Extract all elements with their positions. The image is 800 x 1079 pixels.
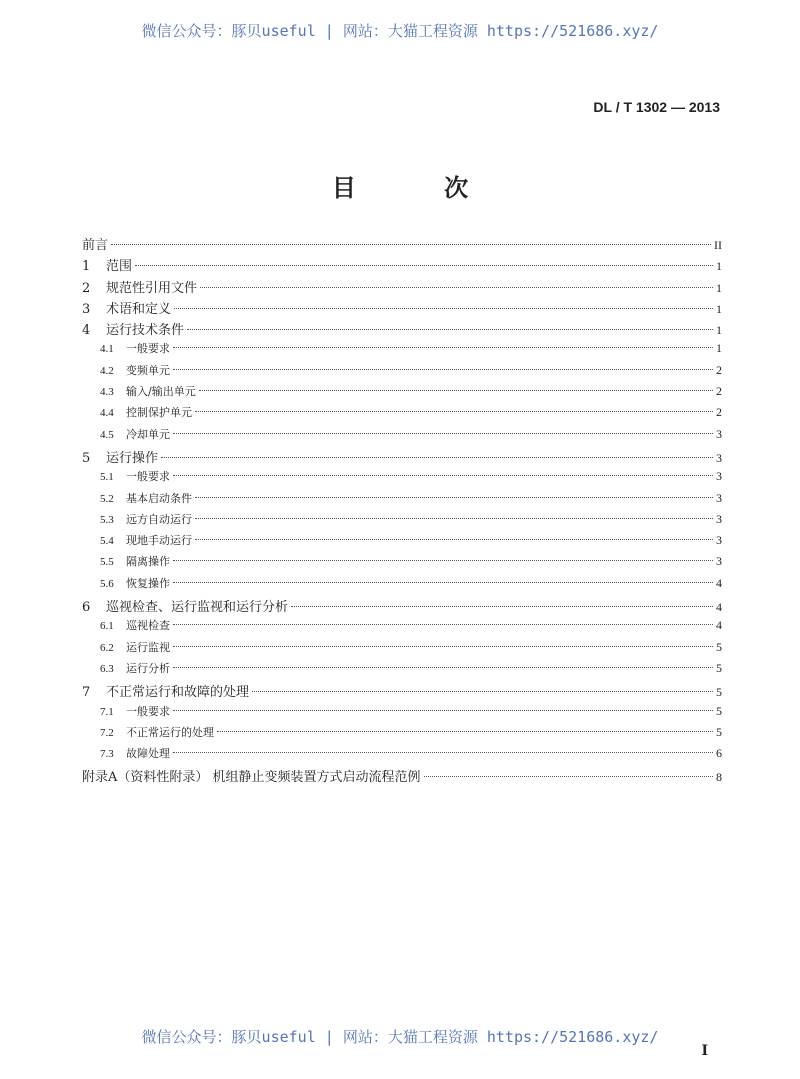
toc-leader-dots: [173, 646, 713, 647]
toc-entry-label: 恢复操作: [126, 576, 170, 590]
toc-entry-number: 4.2: [100, 364, 114, 377]
toc-entry-page: 1: [716, 301, 722, 316]
toc-leader-dots: [252, 691, 713, 692]
toc-entry-label: 前言: [82, 238, 109, 253]
toc-leader-dots: [200, 287, 713, 288]
toc-entry-page: 6: [716, 746, 722, 761]
toc-entry-number: 4.5: [100, 428, 114, 441]
toc-leader-dots: [195, 411, 713, 412]
toc-entry-page: 2: [716, 384, 722, 399]
toc-entry-label: 现地手动运行: [126, 534, 192, 548]
toc-entry-page: 3: [716, 490, 722, 505]
toc-leader-dots: [173, 560, 713, 561]
toc-entry[interactable]: [82, 745, 722, 766]
toc-entry[interactable]: [82, 596, 722, 617]
toc-entry-page: II: [714, 238, 722, 252]
toc-entry-label: 故障处理: [126, 747, 170, 761]
toc-leader-dots: [187, 329, 713, 330]
toc-leader-dots: [195, 497, 713, 498]
toc-entry[interactable]: [82, 681, 722, 702]
toc-entry-number: 6.1: [100, 620, 114, 633]
toc-entry[interactable]: [82, 617, 722, 638]
toc-leader-dots: [173, 752, 713, 753]
toc-entry-number: 4: [82, 323, 91, 339]
toc-leader-dots: [173, 624, 713, 625]
toc-entry-number: 7.3: [100, 748, 114, 761]
toc-entry-number: 1: [82, 259, 91, 275]
toc-entry-number: 4.3: [100, 386, 114, 399]
toc-entry-page: 5: [716, 660, 722, 675]
toc-entry-number: 6.3: [100, 662, 114, 675]
toc-leader-dots: [173, 475, 713, 476]
toc-leader-dots: [173, 667, 713, 668]
toc-entry-label: 基本启动条件: [126, 491, 192, 505]
toc-leader-dots: [291, 606, 713, 607]
toc-entry-page: 3: [716, 450, 722, 465]
toc-entry-label: 冷却单元: [126, 427, 170, 441]
toc-entry-number: 7: [82, 685, 91, 701]
toc-entry[interactable]: [82, 766, 722, 787]
toc-leader-dots: [199, 390, 713, 391]
toc-entry-page: 5: [716, 639, 722, 654]
toc-entry-page: 2: [716, 362, 722, 377]
toc-entry-number: 5.4: [100, 535, 114, 548]
toc-entry-number: 3: [82, 301, 91, 317]
toc-entry[interactable]: [82, 383, 722, 404]
toc-entry-number: 5.5: [100, 556, 114, 569]
toc-leader-dots: [195, 518, 713, 519]
toc-leader-dots: [161, 457, 713, 458]
toc-entry-page: 4: [716, 618, 722, 633]
toc-entry-label: 运行操作: [106, 450, 159, 466]
toc-entry-page: 1: [716, 259, 722, 274]
toc-entry[interactable]: [82, 553, 722, 574]
toc-entry[interactable]: [82, 447, 722, 468]
toc-entry-number: 7.2: [100, 726, 114, 739]
toc-entry-number: 4.1: [100, 343, 114, 356]
toc-entry[interactable]: [82, 490, 722, 511]
toc-leader-dots: [174, 308, 713, 309]
toc-entry-label: 术语和定义: [106, 301, 172, 317]
toc-entry-page: 4: [716, 575, 722, 590]
toc-entry-page: 3: [716, 511, 722, 526]
standard-number: DL / T 1302 — 2013: [593, 99, 720, 115]
toc-entry[interactable]: [82, 404, 722, 425]
toc-entry-label: 输入/输出单元: [126, 385, 196, 399]
toc-entry[interactable]: [82, 639, 722, 660]
toc-entry-label: 巡视检查、运行监视和运行分析: [106, 600, 289, 616]
toc-entry-page: 3: [716, 533, 722, 548]
toc-entry-number: 5.3: [100, 513, 114, 526]
toc-entry-page: 3: [716, 426, 722, 441]
toc-entry-page: 2: [716, 405, 722, 420]
toc-entry[interactable]: [82, 234, 722, 255]
toc-entry-label: 控制保护单元: [126, 406, 192, 420]
toc-entry-label: 运行分析: [126, 661, 170, 675]
toc-entry-label: 巡视检查: [126, 619, 170, 633]
toc-entry-page: 3: [716, 469, 722, 484]
toc-leader-dots: [173, 433, 713, 434]
toc-entry[interactable]: [82, 468, 722, 489]
toc-leader-dots: [111, 244, 711, 245]
toc-entry-page: 1: [716, 341, 722, 356]
toc-leader-dots: [135, 265, 713, 266]
toc-entry-page: 1: [716, 280, 722, 295]
toc-entry-label: 不正常运行和故障的处理: [106, 685, 250, 701]
watermark-top: 微信公众号：豚贝useful | 网站：大猫工程资源 https://521686.xyz/: [141, 22, 659, 40]
toc-entry[interactable]: [82, 575, 722, 596]
toc-entry[interactable]: [82, 511, 722, 532]
toc-leader-dots: [195, 539, 713, 540]
toc-entry-label: 不正常运行的处理: [126, 725, 214, 739]
toc-entry-page: 3: [716, 554, 722, 569]
toc-entry-label: 隔离操作: [126, 555, 170, 569]
toc-entry[interactable]: [82, 703, 722, 724]
toc-entry-label: 范围: [106, 259, 133, 275]
toc-entry-label: 一般要求: [126, 470, 170, 484]
toc-entry-label: 远方自动运行: [126, 512, 192, 526]
toc-entry-page: 1: [716, 323, 722, 338]
toc-entry-number: 5: [82, 450, 91, 466]
toc-entry[interactable]: [82, 319, 722, 340]
toc-entry[interactable]: [82, 660, 722, 681]
toc-entry-page: 5: [716, 685, 722, 700]
toc-entry[interactable]: [82, 532, 722, 553]
toc-entry-label: 运行技术条件: [106, 323, 185, 339]
toc-entry-page: 8: [716, 770, 722, 785]
toc-entry[interactable]: [82, 255, 722, 276]
toc-entry[interactable]: [82, 362, 722, 383]
page-title: 目 次: [331, 173, 509, 202]
toc-entry-page: 5: [716, 724, 722, 739]
toc-entry-number: 6: [82, 600, 91, 616]
toc-entry-number: 5.1: [100, 471, 114, 484]
toc-entry-label: 一般要求: [126, 342, 170, 356]
toc-entry[interactable]: [82, 298, 722, 319]
toc-entry-label: 规范性引用文件: [106, 280, 198, 296]
toc-entry[interactable]: [82, 426, 722, 447]
toc-entry-page: 4: [716, 600, 722, 615]
toc-entry-number: 7.1: [100, 705, 114, 718]
toc-entry-page: 5: [716, 703, 722, 718]
toc-entry-label: 附录A（资料性附录） 机组静止变频装置方式启动流程范例: [82, 770, 421, 786]
toc-entry-number: 2: [82, 280, 91, 296]
toc-leader-dots: [173, 369, 713, 370]
toc-entry-number: 5.2: [100, 492, 114, 505]
toc-entry[interactable]: [82, 277, 722, 298]
toc-leader-dots: [217, 731, 713, 732]
toc-entry[interactable]: [82, 724, 722, 745]
toc-entry-number: 4.4: [100, 407, 114, 420]
toc-entry-label: 一般要求: [126, 704, 170, 718]
toc-leader-dots: [173, 347, 713, 348]
watermark-bottom: 微信公众号：豚贝useful | 网站：大猫工程资源 https://521686.xyz/: [141, 1028, 659, 1046]
page-number: I: [701, 1043, 708, 1059]
table-of-contents: [82, 234, 722, 788]
toc-entry[interactable]: [82, 340, 722, 361]
toc-entry-number: 6.2: [100, 641, 114, 654]
toc-leader-dots: [424, 776, 713, 777]
toc-leader-dots: [173, 710, 713, 711]
toc-leader-dots: [173, 582, 713, 583]
toc-entry-label: 运行监视: [126, 640, 170, 654]
toc-entry-number: 5.6: [100, 577, 114, 590]
toc-entry-label: 变频单元: [126, 363, 170, 377]
